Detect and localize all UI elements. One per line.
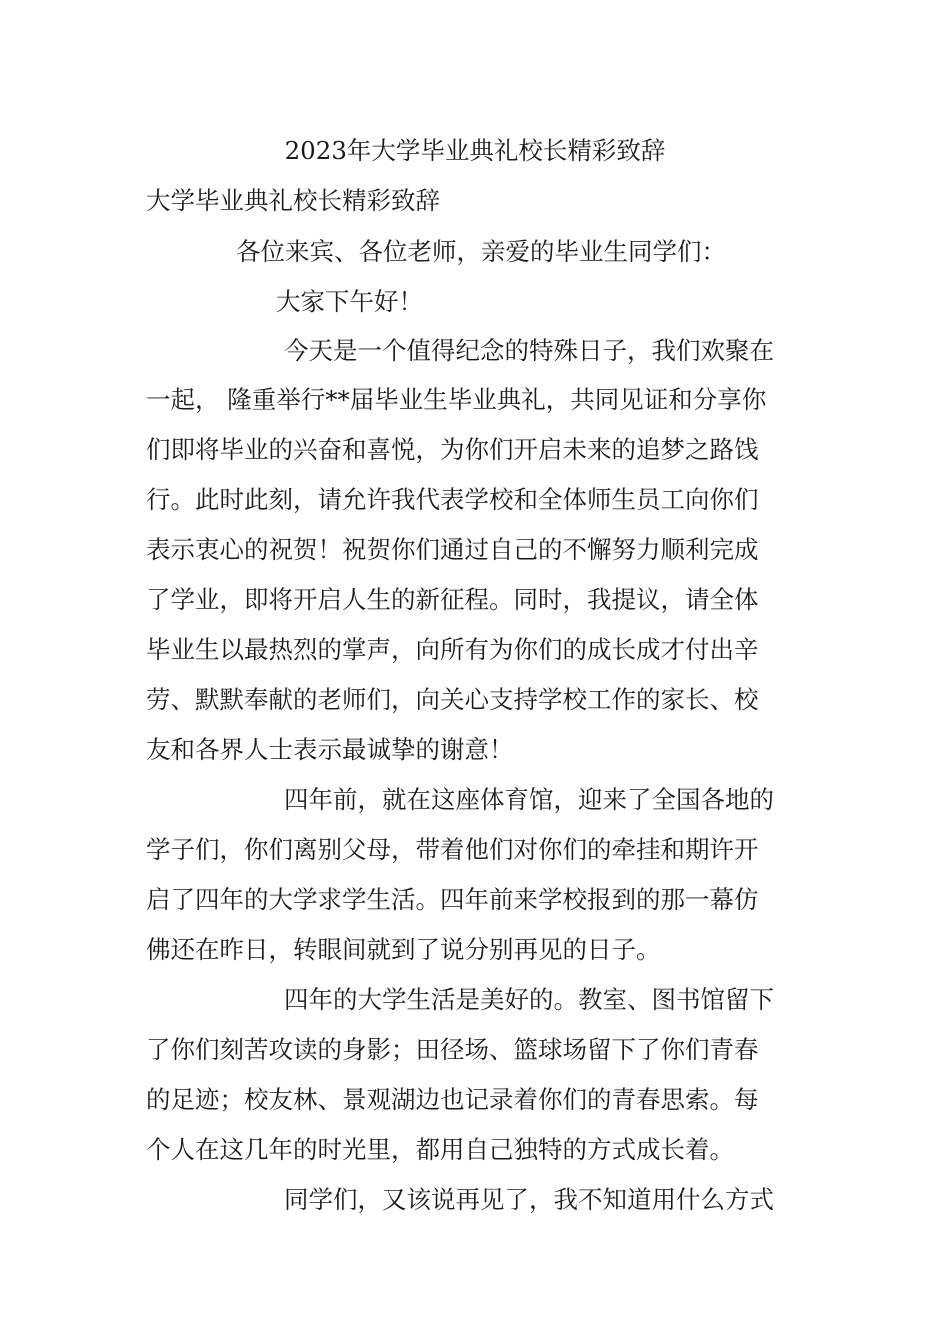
paragraph-line: 一起， 隆重举行**届毕业生毕业典礼，共同见证和分享你 xyxy=(146,385,767,414)
paragraph-line: 同学们，又该说再见了，我不知道用什么方式 xyxy=(284,1185,774,1214)
paragraph-line: 了你们刻苦攻读的身影；田径场、篮球场留下了你们青春 xyxy=(146,1035,759,1064)
paragraph-line: 的足迹；校友林、景观湖边也记录着你们的青春思索。每 xyxy=(146,1085,759,1114)
paragraph-line: 学子们，你们离别父母，带着他们对你们的牵挂和期许开 xyxy=(146,835,759,864)
paragraph-line: 四年前，就在这座体育馆，迎来了全国各地的 xyxy=(284,785,774,814)
paragraph-line: 劳、默默奉献的老师们，向关心支持学校工作的家长、校 xyxy=(146,685,759,714)
document-title: 2023年大学毕业典礼校长精彩致辞 xyxy=(284,136,666,165)
paragraph-line: 们即将毕业的兴奋和喜悦，为你们开启未来的追梦之路饯 xyxy=(146,435,759,464)
paragraph-line: 行。此时此刻，请允许我代表学校和全体师生员工向你们 xyxy=(146,485,759,514)
salutation: 各位来宾、各位老师，亲爱的毕业生同学们： xyxy=(236,237,726,266)
paragraph-line: 毕业生以最热烈的掌声，向所有为你们的成长成才付出辛 xyxy=(146,635,759,664)
paragraph-line: 表示衷心的祝贺！祝贺你们通过自己的不懈努力顺利完成 xyxy=(146,535,759,564)
greeting: 大家下午好！ xyxy=(276,287,423,316)
paragraph-line: 今天是一个值得纪念的特殊日子，我们欢聚在 xyxy=(284,336,774,365)
paragraph-line: 友和各界人士表示最诚挚的谢意！ xyxy=(146,735,514,764)
document-subtitle: 大学毕业典礼校长精彩致辞 xyxy=(146,186,440,215)
paragraph-line: 了学业，即将开启人生的新征程。同时，我提议，请全体 xyxy=(146,585,759,614)
paragraph-line: 启了四年的大学求学生活。四年前来学校报到的那一幕仿 xyxy=(146,885,759,914)
paragraph-line: 个人在这几年的时光里，都用自己独特的方式成长着。 xyxy=(146,1135,734,1164)
paragraph-line: 佛还在昨日，转眼间就到了说分别再见的日子。 xyxy=(146,935,661,964)
paragraph-line: 四年的大学生活是美好的。教室、图书馆留下 xyxy=(284,985,774,1014)
